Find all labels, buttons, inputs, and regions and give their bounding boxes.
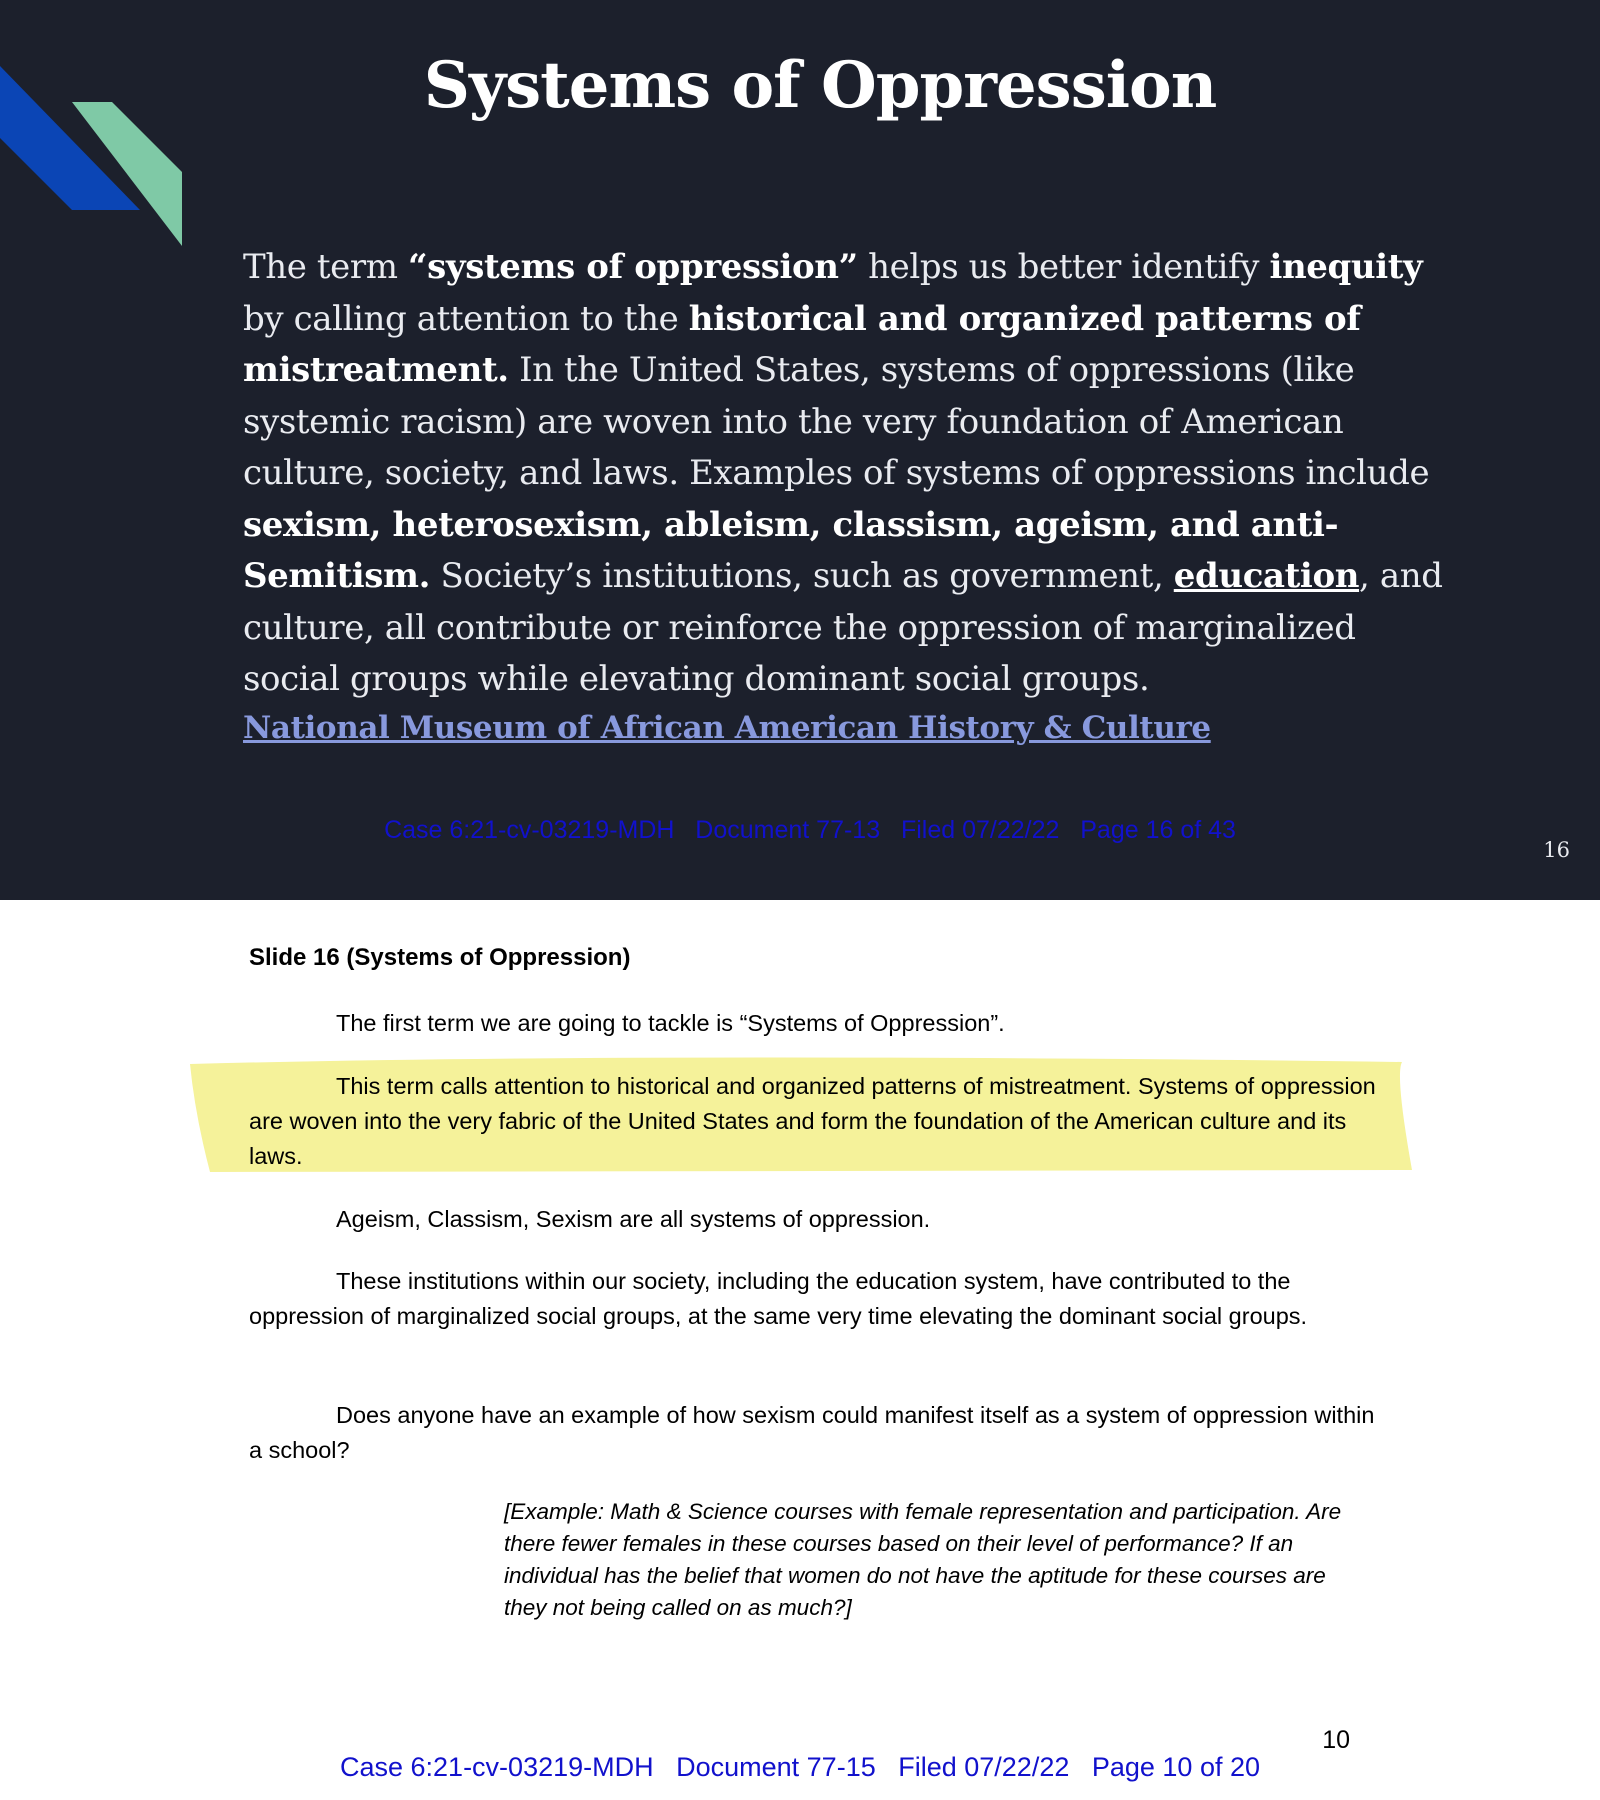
notes-paragraph: Does anyone have an example of how sexism could manifest itself as a system of oppression within a school?	[249, 1402, 1375, 1463]
court-case-stamp: Case 6:21-cv-03219-MDH Document 77-15 Filed 07/22/22 Page 10 of 20	[339, 1752, 1261, 1782]
body-text: The term	[243, 247, 408, 287]
slide-number: 16	[1543, 838, 1570, 862]
source-link[interactable]: National Museum of African American History & Culture	[243, 709, 1211, 746]
slide-body-text	[243, 242, 1443, 750]
court-case-stamp: Case 6:21-cv-03219-MDH Document 77-13 Filed 07/22/22 Page 16 of 43	[384, 816, 1236, 844]
notes-paragraph-highlighted: This term calls attention to historical and organized patterns of mistreatment. Systems of oppression are woven into the very fabric of the United States and form the foundation of the American culture and its laws.	[249, 1073, 1376, 1169]
decorative-stripes	[0, 0, 200, 260]
body-text: Society’s institutions, such as government,	[430, 556, 1174, 596]
body-text: helps us better identify	[857, 247, 1270, 287]
notes-heading: Slide 16 (Systems of Oppression)	[249, 944, 631, 971]
page-number: 10	[1322, 1726, 1350, 1754]
body-underlined-term: education	[1173, 556, 1360, 596]
notes-paragraph: Ageism, Classism, Sexism are all systems of oppression.	[336, 1206, 931, 1232]
body-text: by calling attention to the	[243, 298, 689, 339]
body-bold-term: inequity	[1269, 247, 1423, 287]
example-note: [Example: Math & Science courses with female representation and participation. Are there fewer females in these courses based on their level of performance? If an individual has the belief that women do not have the aptitude for these courses are they not being called on as much?]	[504, 1499, 1342, 1620]
body-text: In the United States, systems of oppressions (like systemic racism) are woven into the very foundation of American culture, society, and laws. Examples of systems of oppressions include	[243, 350, 1430, 493]
body-text: , and culture, all contribute or reinforce the oppression of marginalized social groups while elevating dominant social groups.	[243, 556, 1443, 699]
body-bold-term: sexism, heterosexism, ableism, classism, ageism, and anti-Semitism.	[243, 504, 1339, 596]
notes-paragraph: The first term we are going to tackle is “Systems of Oppression”.	[336, 1010, 1005, 1036]
body-bold-term: historical and organized patterns of mistreatment.	[243, 298, 1361, 390]
notes-page	[0, 900, 1600, 1800]
slide-title: Systems of Oppression	[423, 48, 1217, 123]
notes-paragraph: These institutions within our society, including the education system, have contributed to the oppression of marginalized social groups, at the same very time elevating the dominant social groups.	[249, 1268, 1308, 1329]
body-bold-term: “systems of oppression”	[408, 247, 858, 287]
